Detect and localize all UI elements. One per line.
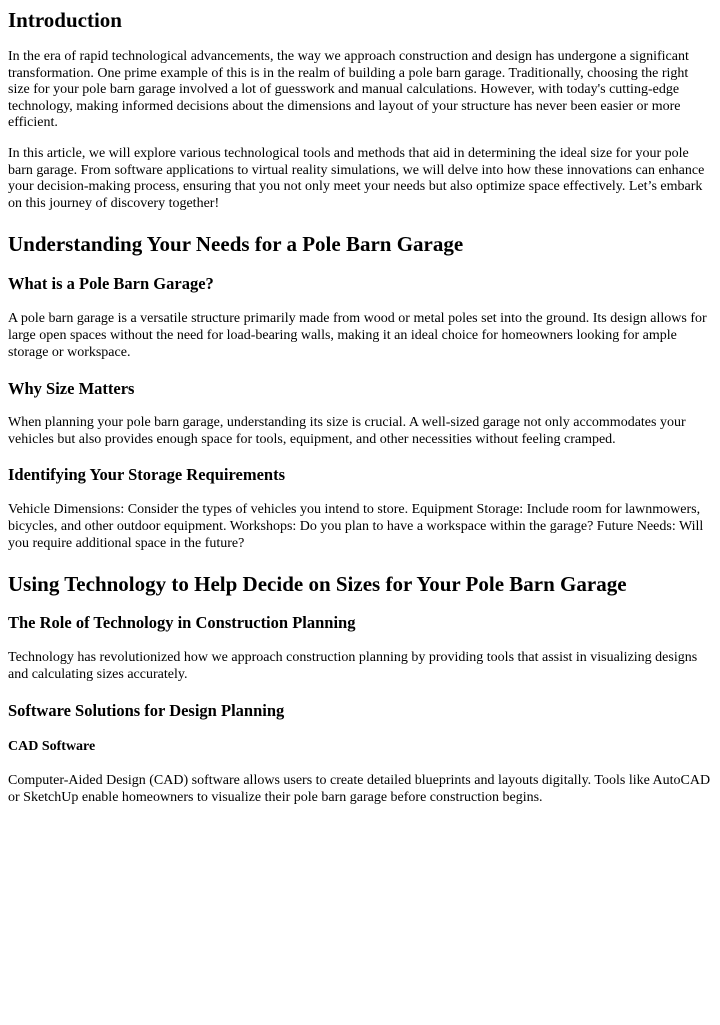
paragraph-why-size-matters: When planning your pole barn garage, understanding its size is crucial. A well-sized garage not only accommodates your vehicles but also provides enough space for tools, equipment, and other necessities without feeling cramped.	[8, 415, 686, 447]
intro-paragraph-2: In this article, we will explore various technological tools and methods that aid in determining the ideal size for your pole barn garage. From software applications to virtual reality simulations, we will delve into how these innovations can enhance your decision-making process, ensuring that you not only meet your needs but also optimize space effectively. Let’s embark on this journey of discovery together!	[8, 145, 705, 211]
section-heading-understanding-needs: Understanding Your Needs for a Pole Barn Garage	[8, 232, 464, 257]
subheading-storage-requirements: Identifying Your Storage Requirements	[8, 465, 285, 485]
subheading-why-size-matters: Why Size Matters	[8, 379, 135, 399]
subheading-software-solutions: Software Solutions for Design Planning	[8, 701, 285, 721]
subheading-what-is-pole-barn: What is a Pole Barn Garage?	[8, 274, 214, 294]
intro-paragraph-1: In the era of rapid technological advancements, the way we approach construction and design has undergone a significant transformation. One prime example of this is in the realm of building a pole barn garage. Traditionally, choosing the right size for your pole barn garage involved a lot of guesswork and manual calculations. However, with today's cutting-edge technology, making informed decisions about the dimensions and layout of your structure has never been easier or more efficient.	[8, 49, 689, 131]
paragraph-cad-software: Computer-Aided Design (CAD) software allows users to create detailed blueprints and layouts digitally. Tools like AutoCAD or SketchUp enable homeowners to visualize their pole barn garage before construction begins.	[8, 773, 711, 805]
subheading-cad-software: CAD Software	[8, 739, 96, 755]
paragraph-role-of-technology: Technology has revolutionized how we approach construction planning by providing tools that assist in visualizing designs and calculating sizes accurately.	[8, 650, 698, 682]
subheading-role-of-technology: The Role of Technology in Construction Planning	[8, 613, 356, 633]
section-heading-introduction: Introduction	[8, 8, 122, 32]
section-heading-technology: Using Technology to Help Decide on Sizes for Your Pole Barn Garage	[8, 572, 627, 597]
paragraph-what-is-pole-barn: A pole barn garage is a versatile structure primarily made from wood or metal poles set into the ground. Its design allows for large open spaces without the need for load-bearing walls, making it an ideal choice for homeowners looking for ample storage or workspace.	[8, 311, 707, 360]
article	[0, 8, 720, 806]
paragraph-storage-requirements: Vehicle Dimensions: Consider the types of vehicles you intend to store. Equipment Storage: Include room for lawnmowers, bicycles, and other outdoor equipment. Workshops: Do you plan to have a workspace within the garage? Future Needs: Will you require additional space in the future?	[8, 502, 704, 551]
